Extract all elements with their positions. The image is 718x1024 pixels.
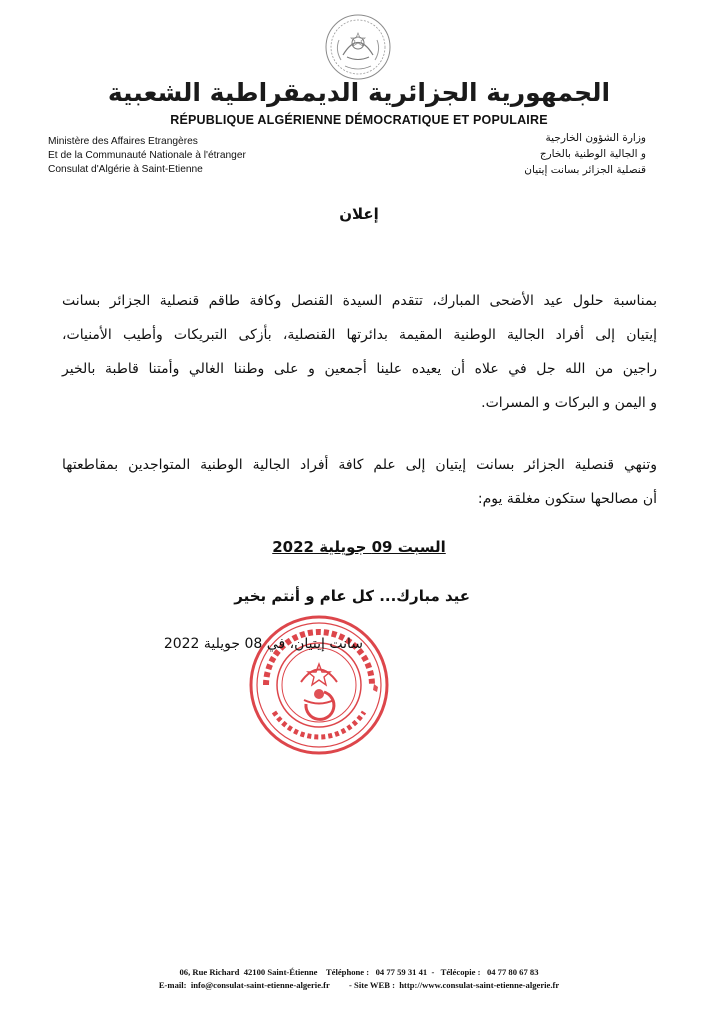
paragraph-line: و اليمن و البركات و المسرات.	[481, 395, 657, 411]
footer-email[interactable]: info@consulat-saint-etienne-algerie.fr	[190, 980, 330, 990]
paragraph-line: إيتيان إلى أفراد الجالية الوطنية المقيمة بدائرتها القنصلية، بأزكى التبريكات وأطيب الأمنيات،	[62, 327, 657, 343]
ministry-line: Ministère des Affaires Etrangères	[48, 136, 198, 147]
announcement-heading: إعلان	[339, 205, 379, 223]
paragraph-line: بمناسبة حلول عيد الأضحى المبارك، تتقدم السيدة القنصل وكافة طاقم قنصلية الجزائر بسانت	[62, 293, 657, 309]
ministry-line: وزارة الشؤون الخارجية	[545, 132, 646, 144]
paragraph-line: أن مصالحها ستكون مغلقة يوم:	[477, 491, 657, 507]
ministry-line: و الجالية الوطنية بالخارج	[539, 148, 646, 160]
announcement-paragraph-1	[62, 284, 657, 420]
ministry-line: Consulat d'Algérie à Saint-Etienne	[48, 164, 203, 175]
ministry-line: قنصلية الجزائر بسانت إيتيان	[524, 164, 646, 176]
republic-title-french: RÉPUBLIQUE ALGÉRIENNE DÉMOCRATIQUE ET POPULAIRE	[170, 113, 548, 127]
eid-greeting: عيد مبارك... كل عام و أنتم بخير	[234, 587, 470, 605]
consulate-seal-stamp-icon	[246, 612, 392, 758]
ministry-block-arabic	[524, 130, 646, 178]
paragraph-line: راجين من الله جل في علاه أن يعيده علينا أجمعين و على وطننا الغالي وأمتنا قاطبة بالخير	[62, 361, 657, 377]
closed-date: السبت 09 جويلية 2022	[272, 538, 446, 556]
place-and-date: سانت إيتيان، في 08 جويلية 2022	[163, 636, 363, 652]
footer-contact: 06, Rue Richard 42100 Saint-Étienne Téléphone : 04 77 59 31 41 - Télécopie : 04 77 80 67 83 E-mail: info@consulat-saint-etienne-algerie.fr - Site WEB : http://www.consulat-saint-etienne-algerie.fr	[158, 967, 560, 990]
ministry-line: Et de la Communauté Nationale à l'étranger	[48, 150, 246, 161]
footer-email-label: E-mail:	[158, 980, 187, 990]
algeria-state-emblem-icon	[315, 10, 401, 84]
announcement-paragraph-2	[62, 448, 657, 516]
footer-fax-label: Télécopie :	[440, 967, 481, 977]
footer-site-label: - Site WEB :	[349, 980, 395, 990]
footer-address: 06, Rue Richard 42100 Saint-Étienne	[179, 967, 318, 977]
republic-title-arabic: الجمهورية الجزائرية الديمقراطية الشعبية	[107, 78, 611, 107]
footer-fax: 04 77 80 67 83	[486, 967, 539, 977]
footer-phone-label: Téléphone :	[325, 967, 370, 977]
ministry-block-french	[48, 135, 246, 177]
footer-site-link[interactable]: http://www.consulat-saint-etienne-algerie.fr	[399, 980, 560, 990]
footer-phone: 04 77 59 31 41	[375, 967, 428, 977]
paragraph-line: وتنهي قنصلية الجزائر بسانت إيتيان إلى علم كافة أفراد الجالية الوطنية المتواجدين بمقاطعتها	[62, 457, 657, 473]
